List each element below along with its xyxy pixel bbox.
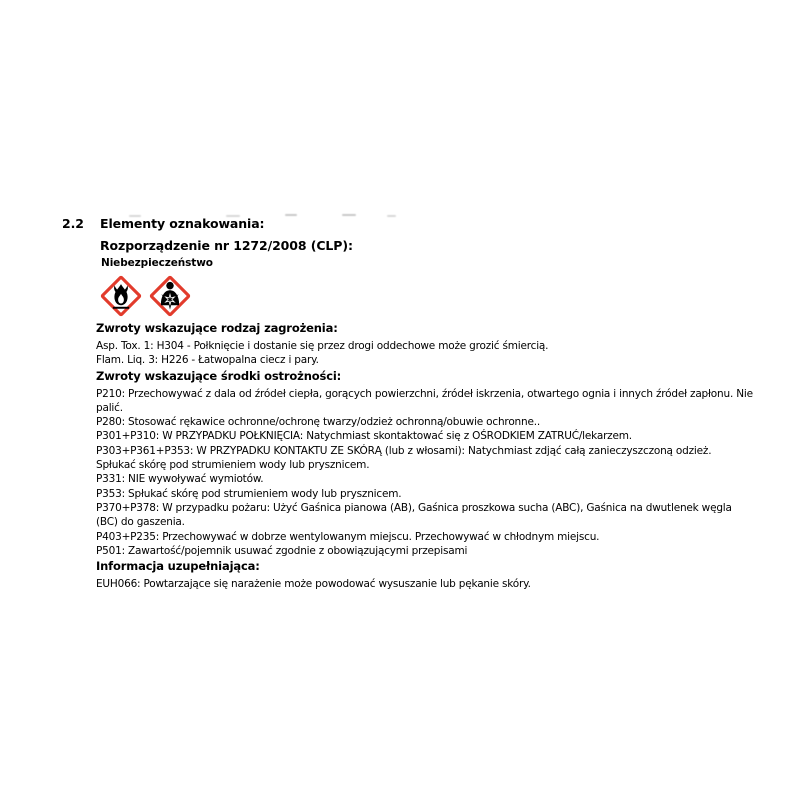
section-title: Elementy oznakowania: <box>100 216 265 231</box>
text-line: P280: Stosować rękawice ochronne/ochronę twarzy/odzież ochronną/obuwie ochronne.. <box>96 416 540 429</box>
text-line: P210: Przechowywać z dala od źródeł ciepła, gorących powierzchni, źródeł iskrzenia, otwartego ognia i innych źródeł zapłonu. Nie <box>96 387 753 400</box>
text-line: P353: Spłukać skórę pod strumieniem wody lub prysznicem. <box>96 487 402 500</box>
supplemental-info-list <box>96 577 764 591</box>
text-line: Spłukać skórę pod strumieniem wody lub prysznicem. <box>96 459 370 472</box>
precautionary-statements-list <box>96 387 764 559</box>
text-line: EUH066: Powtarzające się narażenie może powodować wysuszanie lub pękanie skóry. <box>96 578 531 591</box>
text-line: palić. <box>96 401 123 414</box>
statements-block <box>96 320 764 591</box>
flame-baseline-bar <box>113 307 129 309</box>
text-line: P301+P310: W PRZYPADKU POŁKNIĘCIA: Natychmiast skontaktować się z OŚRODKIEM ZATRUĆ/lekarzem. <box>96 430 632 443</box>
ghs08-health-hazard-icon <box>148 274 192 318</box>
text-line: P370+P378: W przypadku pożaru: Użyć Gaśnica pianowa (AB), Gaśnica proszkowa sucha (ABC), Gaśnica na dwutlenek węgla <box>96 501 732 514</box>
text-line: (BC) do gaszenia. <box>96 516 185 529</box>
section-number: 2.2 <box>62 216 84 231</box>
signal-word: Niebezpieczeństwo <box>101 257 213 269</box>
regulation-heading: Rozporządzenie nr 1272/2008 (CLP): <box>100 238 353 253</box>
text-line: P501: Zawartość/pojemnik usuwać zgodnie z obowiązującymi przepisami <box>96 544 468 557</box>
hazard-statements-heading: Zwroty wskazujące rodzaj zagrożenia: <box>96 321 338 335</box>
hazard-statements-list <box>96 339 764 368</box>
precautionary-statements-heading: Zwroty wskazujące środki ostrożności: <box>96 368 342 383</box>
text-line: P403+P235: Przechowywać w dobrze wentylowanym miejscu. Przechowywać w chłodnym miejscu. <box>96 530 600 543</box>
text-line: Asp. Tox. 1: H304 - Połknięcie i dostanie się przez drogi oddechowe może grozić śmiercią. <box>96 340 549 352</box>
ghs02-flame-icon <box>99 274 143 318</box>
supplemental-info-heading: Informacja uzupełniająca: <box>96 559 260 574</box>
text-line: Flam. Liq. 3: H226 - Łatwopalna ciecz i pary. <box>96 354 319 367</box>
scan-artifact <box>342 214 356 216</box>
scan-artifact <box>285 214 297 216</box>
person-head <box>166 282 173 289</box>
text-line: P331: NIE wywoływać wymiotów. <box>96 473 264 486</box>
section-heading <box>62 216 264 231</box>
ghs-pictograms <box>99 274 192 318</box>
text-line: P303+P361+P353: W PRZYPADKU KONTAKTU ZE SKÓRĄ (lub z włosami): Natychmiast zdjąć całą zanieczyszczoną odzież. <box>96 444 712 457</box>
scan-artifact <box>387 215 396 217</box>
